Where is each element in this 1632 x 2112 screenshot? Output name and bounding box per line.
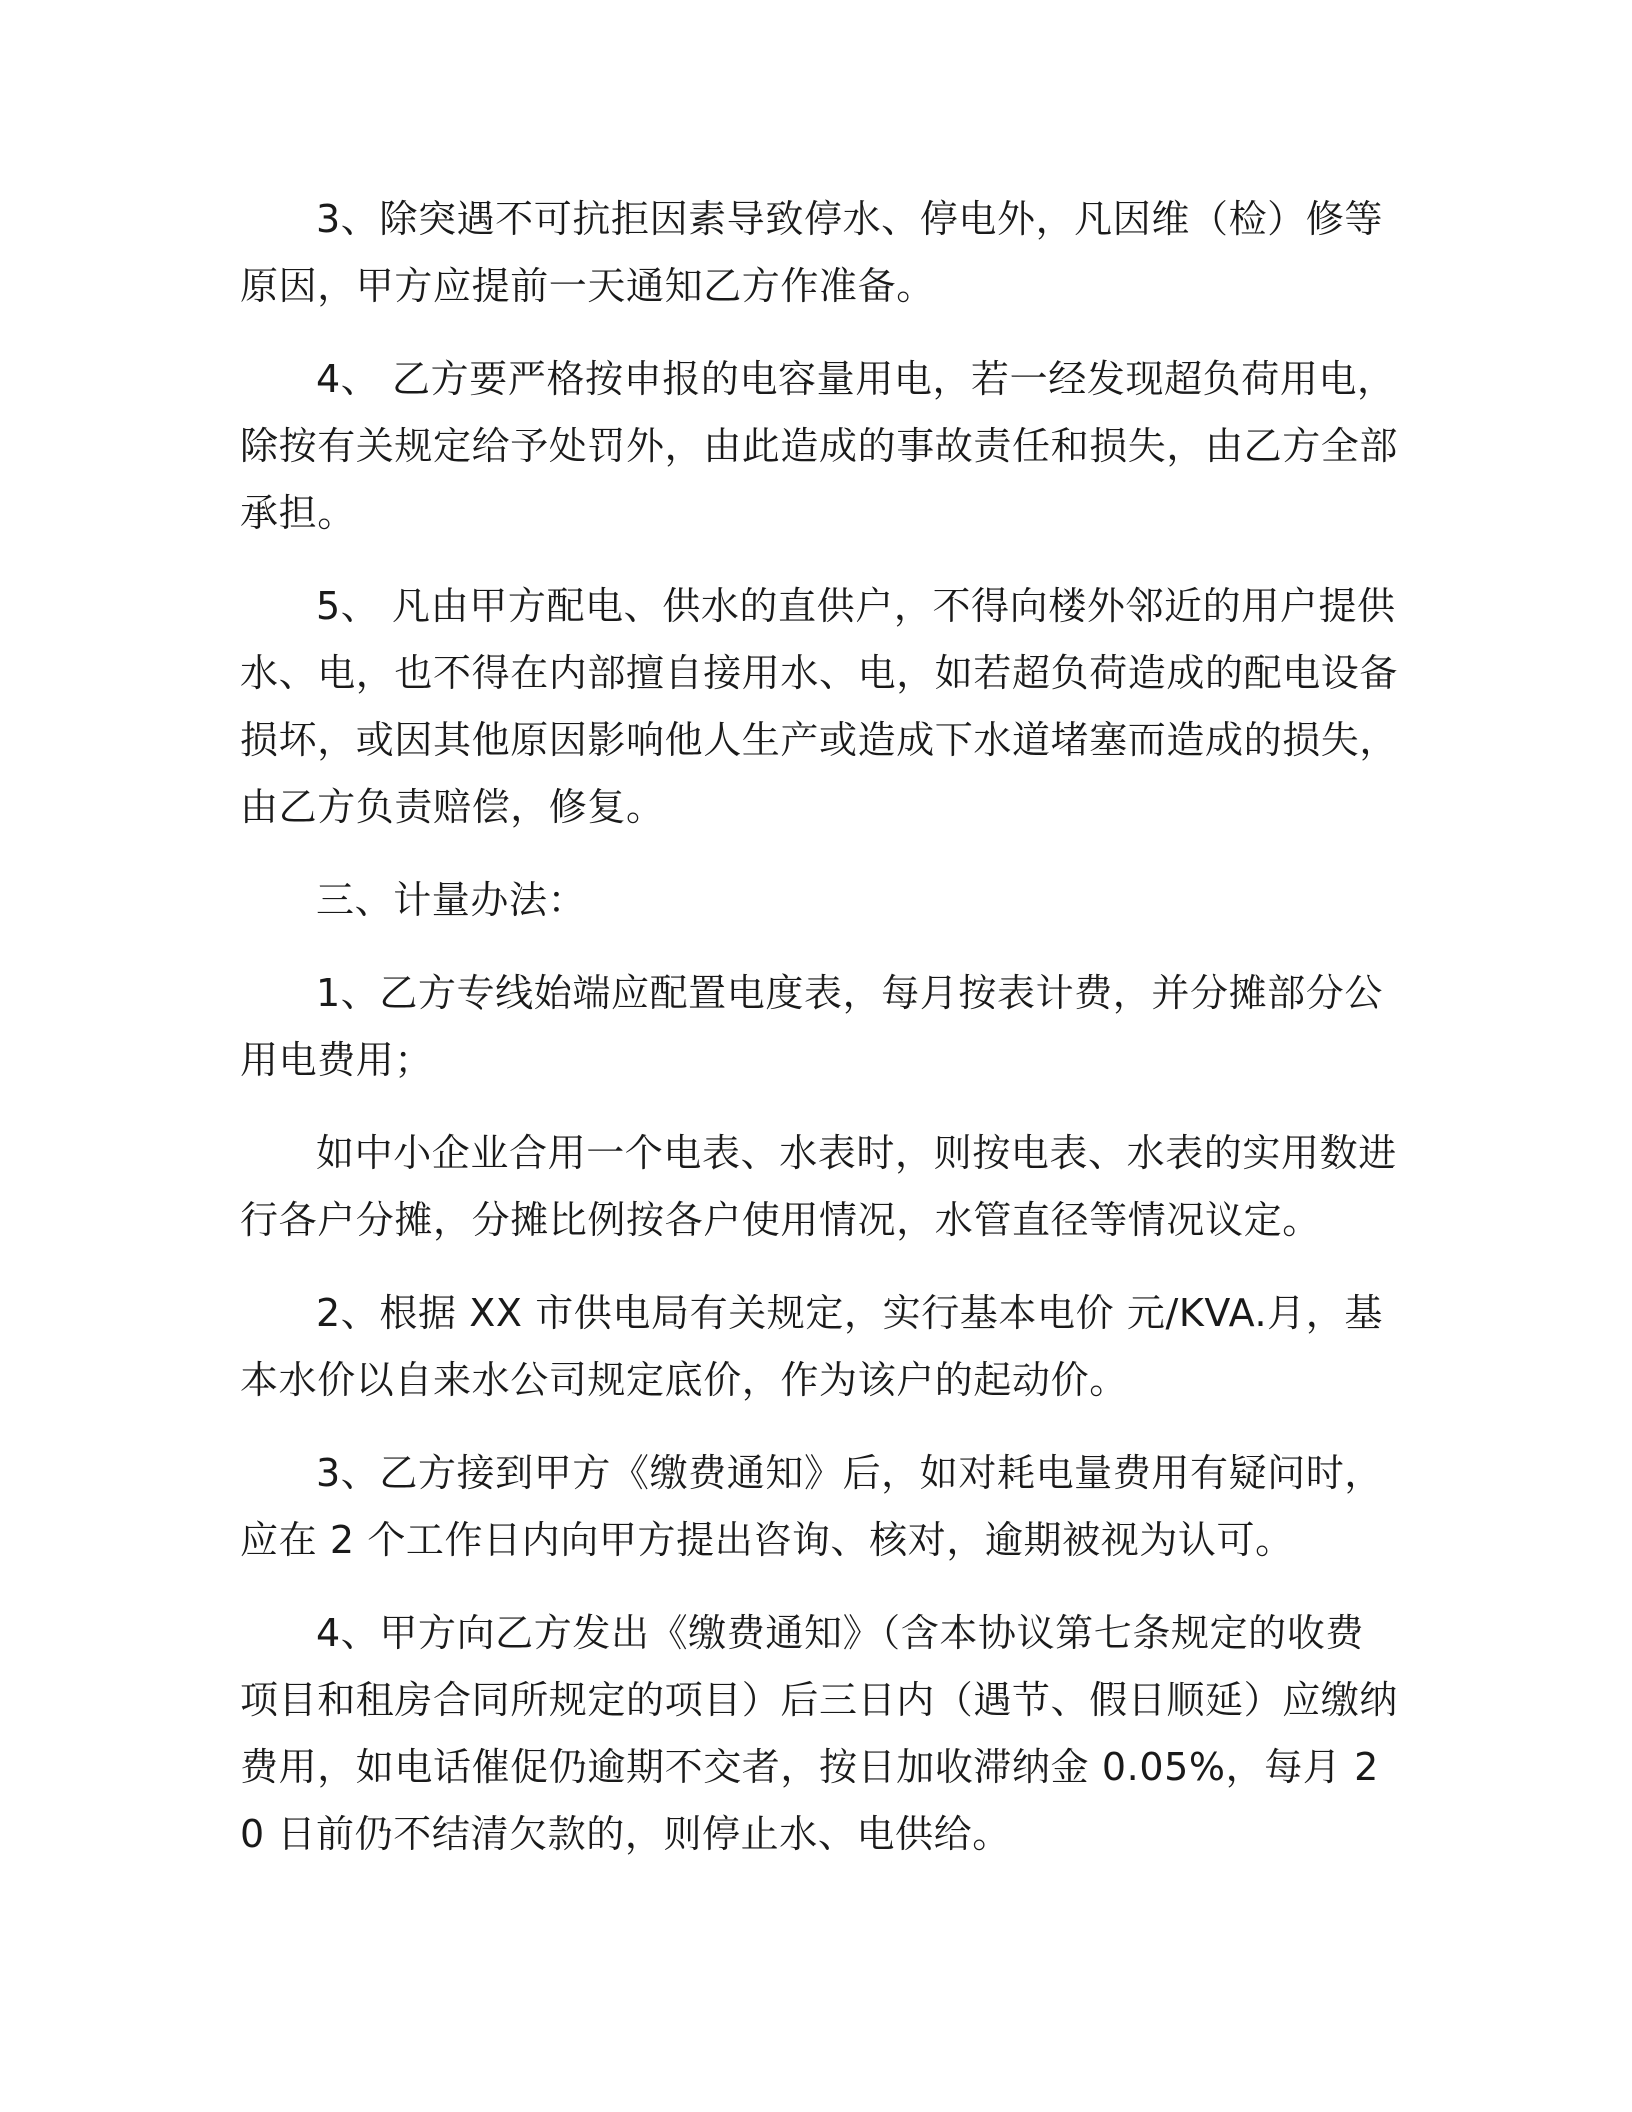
metering-clause-3-billing-query: 3、乙方接到甲方《缴费通知》后，如对耗电量费用有疑问时，应在 2 个工作日内向甲方提出咨询、核对，逾期被视为认可。 — [240, 1451, 1383, 1562]
section-heading-metering: 三、计量办法： — [316, 878, 587, 922]
clause-3-water-power-outage-notice: 3、除突遇不可抗拒因素导致停水、停电外，凡因维（检）修等原因，甲方应提前一天通知乙方作准备。 — [240, 197, 1383, 308]
clause-5-direct-supply-restrictions: 5、 凡由甲方配电、供水的直供户，不得向楼外邻近的用户提供水、电，也不得在内部擅自接用水、电，如若超负荷造成的配电设备损坏，或因其他原因影响他人生产或造成下水道堵塞而造成的损失，由乙方负责赔偿，修复。 — [240, 584, 1399, 829]
metering-clause-4-payment-deadline: 4、甲方向乙方发出《缴费通知》（含本协议第七条规定的收费项目和租房合同所规定的项目）后三日内（遇节、假日顺延）应缴纳费用，如电话催促仍逾期不交者，按日加收滞纳金 0.05%，每月 20 日前仍不结清欠款的，则停止水、电供给。 — [240, 1611, 1399, 1856]
metering-clause-1-shared-meter: 如中小企业合用一个电表、水表时，则按电表、水表的实用数进行各户分摊，分摊比例按各户使用情况，水管直径等情况议定。 — [240, 1131, 1397, 1242]
metering-clause-1-meter: 1、乙方专线始端应配置电度表，每月按表计费，并分摊部分公用电费用； — [240, 971, 1383, 1082]
metering-clause-2-base-price: 2、根据 XX 市供电局有关规定，实行基本电价 元/KVA.月，基本水价以自来水公司规定底价，作为该户的起动价。 — [240, 1291, 1383, 1402]
document-body — [240, 186, 1400, 1868]
clause-4-overload-liability: 4、 乙方要严格按申报的电容量用电，若一经发现超负荷用电，除按有关规定给予处罚外，由此造成的事故责任和损失，由乙方全部承担。 — [240, 357, 1399, 535]
